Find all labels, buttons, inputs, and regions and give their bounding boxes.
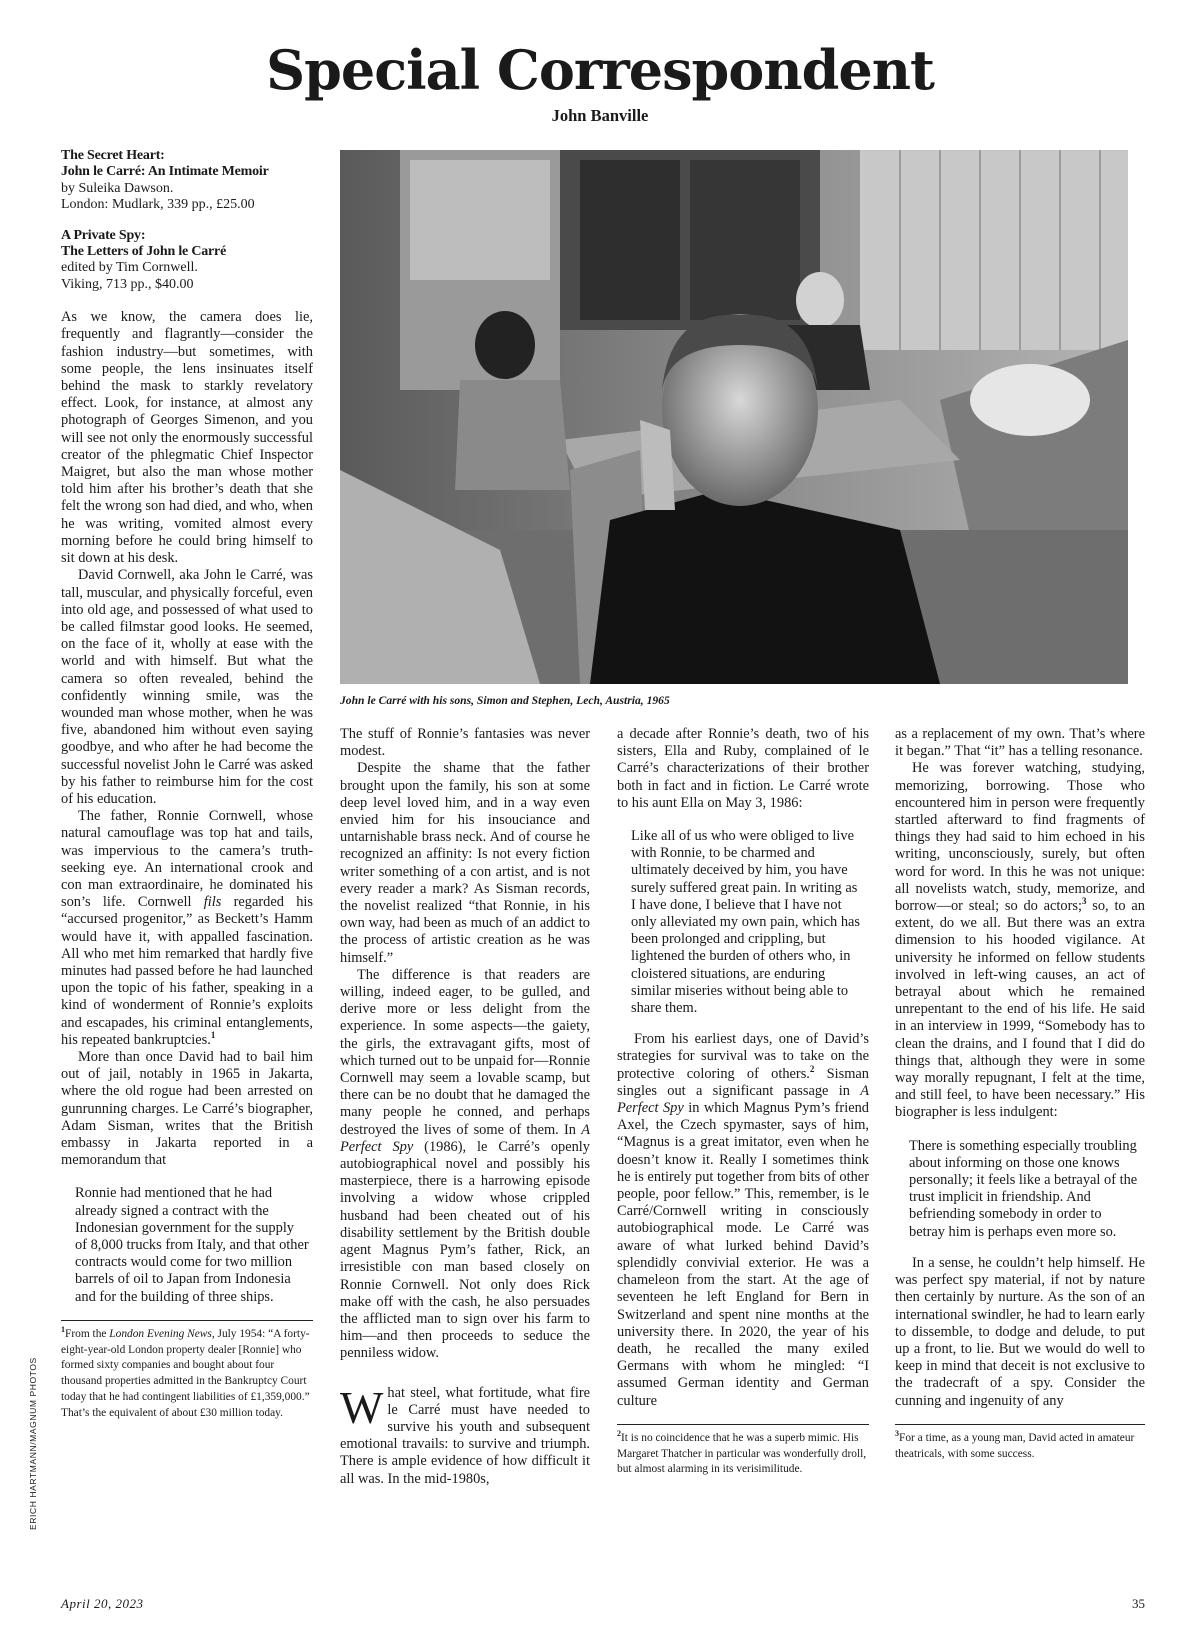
page-number: 35 — [1132, 1596, 1145, 1611]
block-quote: Like all of us who were obliged to live with Ronnie, to be charmed and ultimately deceived by him, you have surely suffered great pain. In writing as I have done, I believe that I have not only alleviated my own pain, which has been prolonged and crippling, but lightened the burden of others who, in cloistered situations, are enduring similar miseries without being able to share them. — [631, 828, 860, 1017]
photo-credit: ERICH HARTMANN/MAGNUM PHOTOS — [28, 1357, 38, 1530]
text-run: Sisman singles out a significant passage in — [617, 1065, 869, 1099]
text-run: , July 1954: “A forty-eight-year-old London property dealer [Ronnie] who formed sixty companies and bought about four thousand properties admitted in the Bankruptcy Court today that he had contingent liabilities of £1,359,000.” That’s the equivalent of about £30 million today. — [61, 1327, 310, 1419]
article-headline: Special Correspondent — [266, 38, 934, 102]
body-paragraph: The stuff of Ronnie’s fantasies was never modest. — [340, 726, 590, 760]
text-run: The difference is that readers are willing, indeed eager, to be gulled, and derive more or less delight from the experience. In some aspects—the gaiety, the girls, the extravagant gifts, most of which turned out to be unpaid for—Ronnie Cornwell may seem a lovable scamp, but there can be no doubt that he damaged the many people he conned, and perhaps destroyed the lives of some of them. In — [340, 966, 590, 1138]
body-paragraph — [617, 1031, 869, 1409]
article-photo — [340, 150, 1128, 684]
body-paragraph: In a sense, he couldn’t help himself. He was perfect spy material, if not by nature then certainly by nurture. As the son of an international swindler, he had to learn early to dissemble, to dodge and delude, to put up a front, to lie. But we would do well to keep in mind that deceit is not exclusive to the tradecraft of a spy. Consider the cunning and ingenuity of any — [895, 1254, 1145, 1409]
text-run: hat steel, what fortitude, what fire le Carré must have needed to survive his youth and subsequent emotional travails: to survive and triumph. There is ample evidence of how difficult it all was. In the mid-1980s, — [340, 1384, 590, 1487]
column-3 — [617, 726, 869, 1478]
book-title-line: The Letters of John le Carré — [61, 244, 227, 260]
text-run: The father, Ronnie Cornwell, whose natural camouflage was top hat and tails, was impervious to the camera’s truth-seeking eye. An international crook and con man extraordinaire, he dominated his son’s life. Cornwell — [61, 808, 313, 911]
book-detail-line: by Suleika Dawson. — [61, 180, 174, 196]
book-title-line: The Secret Heart: — [61, 148, 165, 163]
body-paragraph: David Cornwell, aka John le Carré, was tall, muscular, and physically forceful, even into old age, and possessed of what used to be called filmstar good looks. He seemed, on the face of it, wholly at ease with the world and with himself. But what the camera so often revealed, behind the confidently winning smile, was the wounded man whose mother, when he was five, abandoned him without even saying goodbye, and who after he had become the successful novelist John le Carré was asked by his father to reimburse him for the cost of his education. — [61, 567, 313, 807]
text-run: It is no coincidence that he was a superb mimic. His Margaret Thatcher in particular was wonderfully droll, but almost alarming in its verisimilitude. — [617, 1431, 867, 1476]
text-run: From the — [65, 1327, 110, 1340]
column-1 — [61, 148, 313, 1422]
column-2 — [340, 726, 590, 1488]
book-info-1 — [61, 148, 313, 214]
body-paragraph — [895, 760, 1145, 1121]
italic-text: fils — [203, 894, 222, 911]
footnote-3 — [895, 1424, 1145, 1463]
body-paragraph: as a replacement of my own. That’s where it began.” That “it” has a telling resonance. — [895, 726, 1145, 760]
drop-cap: W — [340, 1381, 384, 1433]
text-run: For a time, as a young man, David acted in amateur theatricals, with some success. — [895, 1431, 1135, 1460]
body-paragraph — [61, 808, 313, 1049]
text-run: From his earliest days, one of David’s strategies for survival was to take on the protective coloring of others. — [617, 1031, 869, 1082]
column-4 — [895, 726, 1145, 1462]
block-quote: Ronnie had mentioned that he had already signed a contract with the Indonesian government for the supply of 8,000 trucks from Italy, and that other contracts would come for two million barrels of oil to Japan from Indonesia and for the building of three ships. — [75, 1185, 309, 1305]
body-paragraph: Despite the shame that the father brought upon the family, his son at some deep level loved him, and in a way even envied him for his insouciance and untarnishable brass neck. And of course he recognized an affinity: Is not every fiction writer something of a con artist, and is not every reader a mark? As Sisman records, the novelist realized “that Ronnie, in his own way, had been as much of an addict to the process of artistic creation as he was himself.” — [340, 760, 590, 966]
issue-date: April 20, 2023 — [61, 1596, 144, 1611]
text-run: He was forever watching, studying, memorizing, borrowing. Those who encountered him in person were frequently startled afterward to find fragments of things they had said to him echoed in his writing, unconsciously, surely, but often word for word. In this he was not unique: all novelists watch, study, memorize, and borrow—or steal; so do actors; — [895, 760, 1145, 915]
book-detail-line: edited by Tim Cornwell. — [61, 260, 198, 276]
book-detail-line: London: Mudlark, 339 pp., £25.00 — [61, 197, 255, 213]
footnote-ref[interactable]: 1 — [210, 1029, 216, 1040]
italic-text: A Perfect Spy — [617, 1082, 869, 1117]
footnote-ref[interactable]: 3 — [1081, 896, 1087, 907]
footnote-1 — [61, 1320, 313, 1422]
text-run: in which Magnus Pym’s friend Axel, the Czech spymaster, says of him, “Magnus is a great imitator, even when he doesn’t know it. Really I sometimes think he is entirely put together from bits of other people, poor fellow.” This, remember, is le Carré/Cornwell writing in consciously autobiographical mode. Le Carré was aware of what lurked behind David’s splendidly convivial exterior. He was a chameleon from the start. At the age of seventeen he left England for Bern in Switzerland and spent nine months at the university there. In 2020, the year of his death, he recalled the many exiled Germans with whom he mingled: “I assumed German identity and German culture — [617, 1100, 869, 1409]
book-detail-line: Viking, 713 pp., $40.00 — [61, 276, 194, 292]
text-run: (1986), le Carré’s openly autobiographical novel and possibly his masterpiece, there is a harrowing episode involving a widow whose crippled husband had been cheated out of his disability settlement by the British double agent Magnus Pym’s father, Rick, an irresistible con man based closely on Ronnie Cornwell. Not only does Rick make off with the cash, he also persuades the afflicted man to sign over his farm to him—and then proceeds to seduce the penniless widow. — [340, 1138, 590, 1362]
text-run: regarded his “accursed progenitor,” as Beckett’s Hamm would have it, with appalled fascination. All who met him remarked that hardly five minutes had passed before he had launched upon the topic of his father, speaking in a kind of wonderment of Ronnie’s exploits and escapades, his criminal entanglements, his repeated bankruptcies. — [61, 894, 314, 1048]
footnote-2 — [617, 1424, 869, 1478]
body-paragraph: More than once David had to bail him out of jail, notably in 1965 in Jakarta, where the old rogue had been arrested on gunrunning charges. Le Carré’s biographer, Adam Sisman, writes that the British embassy in Jakarta reported in a memorandum that — [61, 1048, 313, 1169]
footnote-number: 2 — [617, 1428, 621, 1438]
italic-text: London Evening News — [109, 1327, 212, 1340]
footnote-number: 1 — [61, 1325, 65, 1335]
body-paragraph — [340, 1381, 590, 1488]
book-title-line: A Private Spy: — [61, 227, 146, 243]
footnote-number: 3 — [895, 1428, 899, 1438]
book-info-2 — [61, 228, 313, 294]
body-paragraph: As we know, the camera does lie, frequently and flagrantly—consider the fashion industry—but sometimes, with some people, the lens insinuates itself behind the mask to starkly revelatory effect. Look, for instance, at almost any photograph of Georges Simenon, and you will see not only the enormously successful creator of the phlegmatic Chief Inspector Maigret, but also the man whose mother told him after his brother’s death that she felt the wrong son had died, and who, when he was writing, vomited almost every morning before he could bring himself to sit down at his desk. — [61, 309, 313, 567]
book-title-line: John le Carré: An Intimate Memoir — [61, 164, 269, 180]
body-paragraph — [340, 967, 590, 1363]
italic-text: A Perfect Spy — [340, 1121, 590, 1155]
photo-caption: John le Carré with his sons, Simon and Stephen, Lech, Austria, 1965 — [340, 694, 670, 707]
block-quote: There is something especially troubling about informing on those one knows personally; it feels like a betrayal of the trust implicit in friendship. And befriending somebody in order to betray him is perhaps even more so. — [909, 1137, 1138, 1240]
text-run: so, to an extent, do we all. But there was an extra dimension to his hooded vigilance. At university he informed on fellow students involved in left-wing causes, an act of betrayal about which he remained unrepentant to the end of his life. He said in an interview in 1999, “Somebody has to clean the drains, and I found that I did do things that, although they were in some way morally repugnant, I felt at the time, and still feel, to have been necessary.” His biographer is less indulgent: — [895, 898, 1145, 1121]
footnote-ref[interactable]: 2 — [809, 1063, 815, 1074]
body-paragraph: a decade after Ronnie’s death, two of his sisters, Ella and Ruby, complained of le Carré’s characterizations of their brother both in fact and in fiction. Le Carré wrote to his aunt Ella on May 3, 1986: — [617, 726, 869, 811]
author-byline: John Banville — [551, 106, 649, 125]
